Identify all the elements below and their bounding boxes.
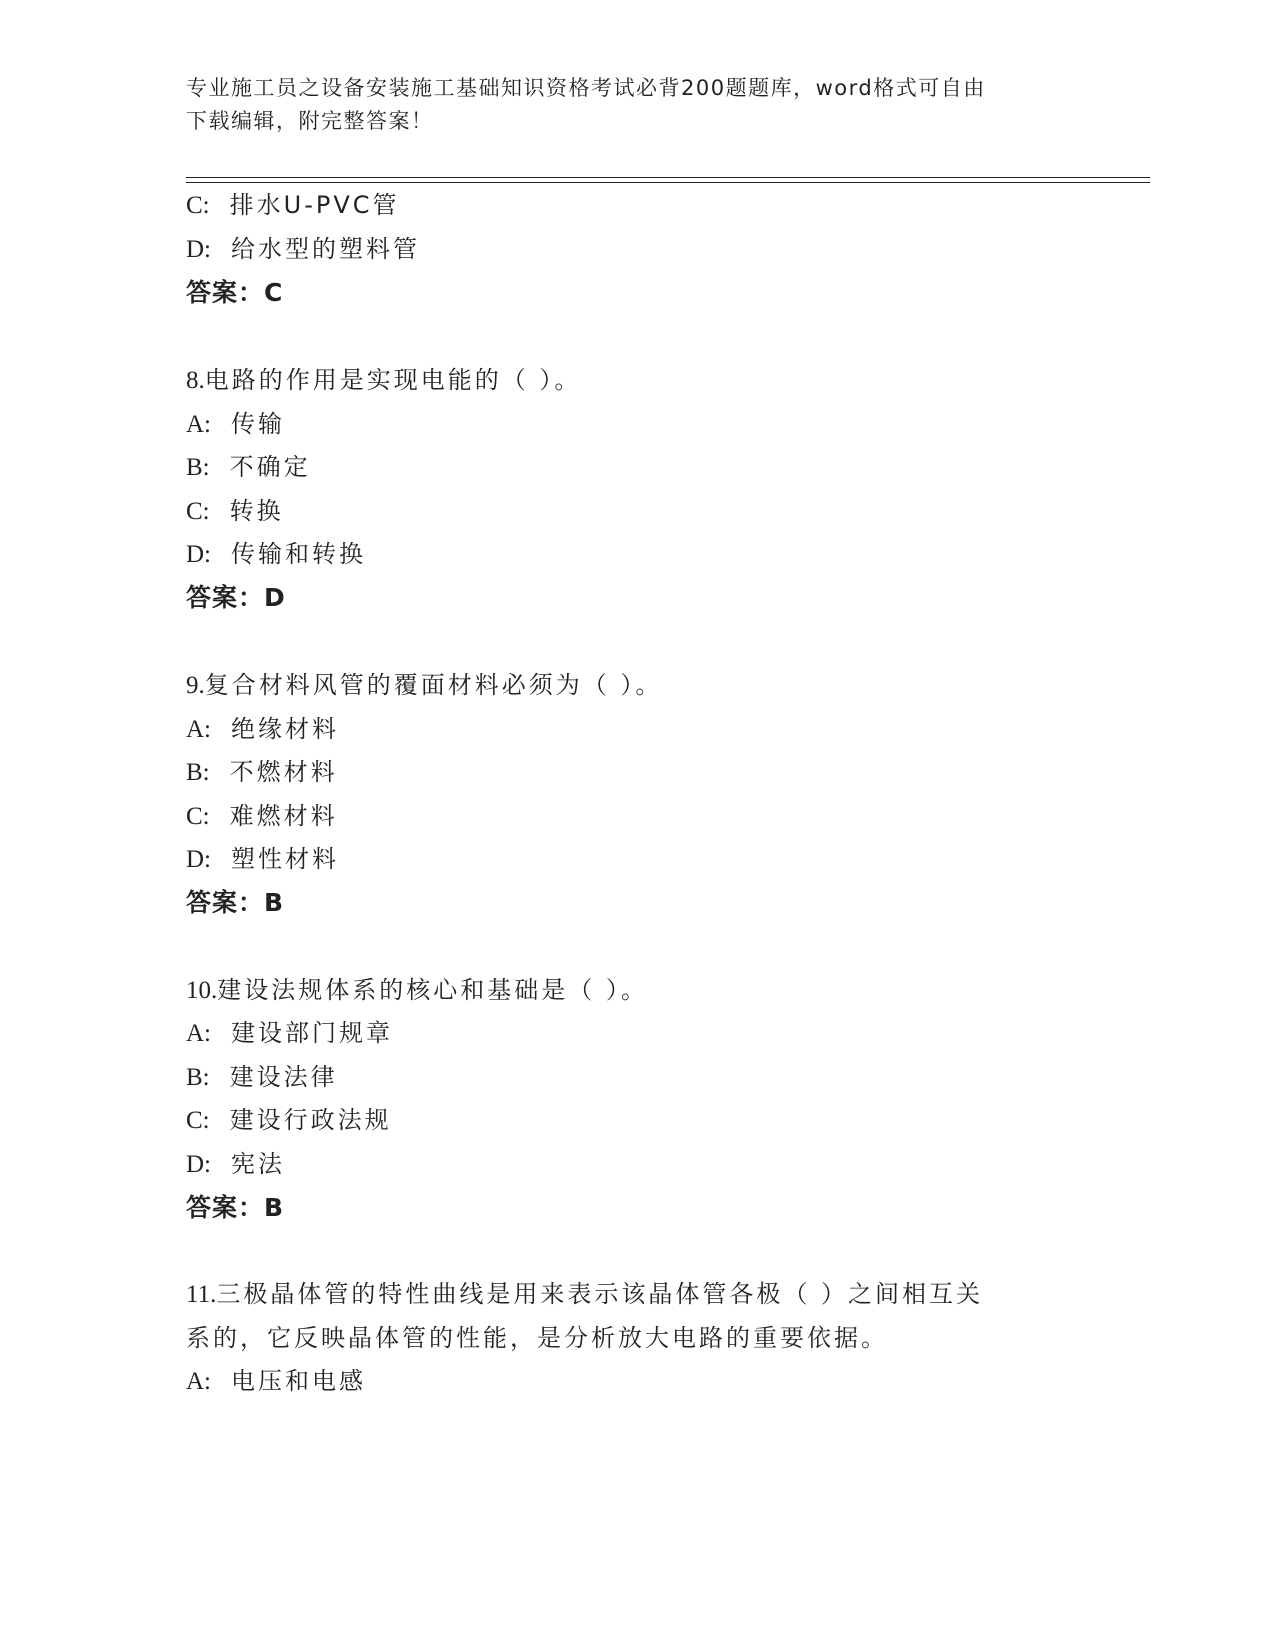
q9-stem: 9.复合材料风管的覆面材料必须为（ ）。 [186, 671, 663, 699]
q10-option-d: D: 宪法 [186, 1150, 285, 1178]
q10-answer: 答案：B [186, 1193, 285, 1222]
q8-option-b: B: 不确定 [186, 453, 311, 481]
q10-option-b: B: 建设法律 [186, 1063, 338, 1091]
q11-stem-line-1: 11.三极晶体管的特性曲线是用来表示该晶体管各极（ ）之间相互关 [186, 1280, 983, 1308]
q8-option-d: D: 传输和转换 [186, 540, 366, 568]
header-line-1: 专业施工员之设备安装施工基础知识资格考试必背200题题库，word格式可自由 [186, 76, 986, 100]
header-line-2: 下载编辑，附完整答案！ [186, 109, 434, 133]
q9-option-c: C: 难燃材料 [186, 802, 338, 830]
q8-option-a: A: 传输 [186, 410, 285, 438]
q11-option-a: A: 电压和电感 [186, 1367, 366, 1395]
q9-option-d: D: 塑性材料 [186, 845, 339, 873]
q9-answer: 答案：B [186, 888, 285, 917]
header-rule-top [186, 177, 1150, 178]
q10-option-c: C: 建设行政法规 [186, 1106, 392, 1134]
q7-answer: 答案：C [186, 278, 284, 307]
q10-stem: 10.建设法规体系的核心和基础是（ ）。 [186, 976, 648, 1004]
q8-option-c: C: 转换 [186, 497, 284, 525]
q7-option-c: C: 排水U-PVC管 [186, 191, 400, 219]
q11-stem-line-2: 系的，它反映晶体管的性能，是分析放大电路的重要依据。 [186, 1324, 888, 1352]
q8-stem: 8.电路的作用是实现电能的（ ）。 [186, 366, 582, 394]
q9-option-b: B: 不燃材料 [186, 758, 338, 786]
header-rule-bottom [186, 182, 1150, 183]
q9-option-a: A: 绝缘材料 [186, 715, 339, 743]
q7-option-d: D: 给水型的塑料管 [186, 235, 420, 263]
q10-option-a: A: 建设部门规章 [186, 1019, 393, 1047]
document-header [186, 72, 1066, 138]
q8-answer: 答案：D [186, 583, 286, 612]
